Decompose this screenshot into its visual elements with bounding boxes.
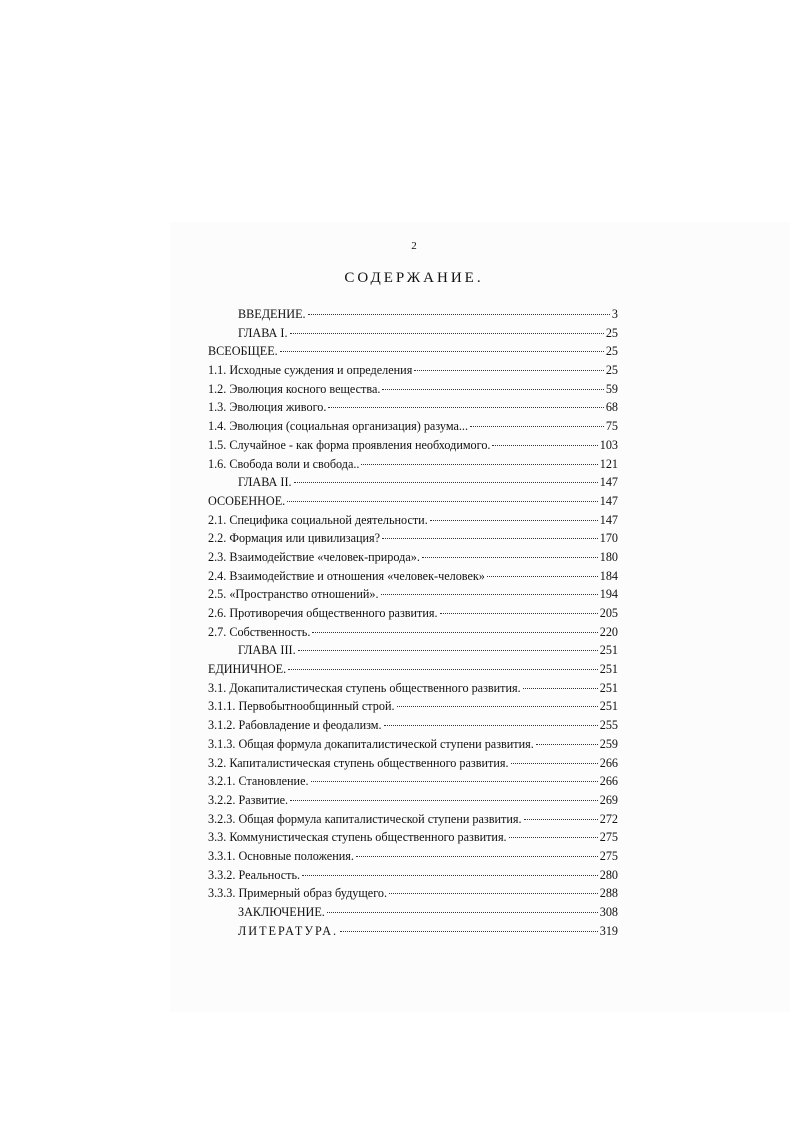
toc-entry-page: 251: [599, 680, 618, 695]
toc-entry-page: 288: [599, 886, 618, 901]
toc-entry: [208, 754, 618, 773]
toc-entry-page: 319: [599, 923, 618, 938]
toc-entry-page: 269: [599, 792, 618, 807]
toc-entry-page: 147: [599, 512, 618, 527]
toc-entry-page: 308: [599, 905, 618, 919]
toc-entry: [208, 585, 618, 604]
toc-entry-label: ВСЕОБЩЕЕ.: [208, 344, 278, 359]
toc-entry-page: 147: [599, 475, 618, 490]
toc-entry-page: 251: [599, 662, 618, 677]
toc-entry: [208, 473, 618, 492]
toc-entry: [208, 884, 618, 903]
toc-dot-leader: [422, 557, 598, 558]
toc-entry-label: 1.4. Эволюция (социальная организация) разума...: [208, 419, 469, 434]
toc-entry: [208, 417, 618, 436]
toc-entry-label: 2.3. Взаимодействие «человек-природа».: [208, 549, 420, 564]
toc-entry: [208, 604, 618, 623]
toc-dot-leader: [509, 837, 598, 838]
toc-dot-leader: [290, 333, 604, 334]
toc-dot-leader: [397, 706, 598, 707]
toc-entry-label: ЗАКЛЮЧЕНИЕ.: [238, 905, 325, 919]
toc-entry-page: 266: [599, 755, 618, 770]
toc-entry-label: 2.1. Специфика социальной деятельности.: [208, 512, 428, 527]
toc-entry: [208, 623, 618, 642]
toc-dot-leader: [308, 314, 610, 315]
toc-entry-page: 121: [599, 456, 618, 471]
toc-entry: [208, 641, 618, 660]
toc-entry: [208, 660, 618, 679]
page-number: 2: [411, 240, 417, 252]
toc-entry: [208, 828, 618, 847]
toc-dot-leader: [328, 407, 603, 408]
table-of-contents: [208, 305, 618, 940]
toc-dot-leader: [430, 520, 598, 521]
toc-dot-leader: [288, 669, 598, 670]
toc-entry: [208, 529, 618, 548]
toc-entry-label: 3.3.1. Основные положения.: [208, 848, 354, 863]
toc-entry: [208, 716, 618, 735]
toc-entry: [208, 847, 618, 866]
toc-entry-label: 3.2.3. Общая формула капиталистической ступени развития.: [208, 811, 522, 826]
toc-entry-label: 2.5. «Пространство отношений».: [208, 587, 379, 602]
toc-dot-leader: [492, 445, 597, 446]
toc-entry-page: 180: [599, 549, 618, 564]
toc-dot-leader: [382, 389, 603, 390]
toc-entry: [208, 735, 618, 754]
toc-dot-leader: [287, 501, 597, 502]
toc-entry: [208, 342, 618, 361]
toc-entry: [208, 380, 618, 399]
toc-dot-leader: [298, 650, 598, 651]
toc-entry: [208, 324, 618, 343]
toc-entry-page: 259: [599, 736, 618, 751]
toc-dot-leader: [382, 538, 598, 539]
toc-entry-label: ЕДИНИЧНОЕ.: [208, 662, 287, 677]
toc-entry-label: ГЛАВА I.: [238, 325, 288, 340]
toc-dot-leader: [414, 370, 604, 371]
toc-entry: [208, 810, 618, 829]
toc-dot-leader: [312, 632, 597, 633]
toc-dot-leader: [294, 482, 598, 483]
toc-dot-leader: [389, 893, 598, 894]
toc-entry: [208, 305, 618, 324]
toc-dot-leader: [311, 781, 598, 782]
toc-entry-page: 220: [599, 624, 618, 639]
toc-dot-leader: [487, 576, 598, 577]
toc-entry-page: 25: [605, 325, 618, 340]
toc-entry: [208, 922, 618, 941]
toc-dot-leader: [280, 351, 604, 352]
toc-entry-page: 251: [599, 699, 618, 714]
toc-entry-label: 3.1.1. Первобытнообщинный строй.: [208, 699, 395, 714]
toc-entry-page: 184: [599, 568, 618, 583]
toc-entry-label: 3.1.3. Общая формула докапиталистической ступени развития.: [208, 736, 534, 751]
toc-entry-label: 2.7. Собственность.: [208, 624, 311, 639]
toc-entry-page: 272: [599, 811, 618, 826]
toc-entry-page: 275: [599, 848, 618, 863]
toc-entry-label: ГЛАВА III.: [238, 643, 296, 658]
toc-entry-label: 3.2.1. Становление.: [208, 774, 309, 789]
toc-entry-page: 59: [605, 381, 618, 396]
toc-entry-label: 3.3.3. Примерный образ будущего.: [208, 886, 388, 901]
toc-entry-page: 251: [599, 643, 618, 658]
toc-dot-leader: [384, 725, 598, 726]
toc-dot-leader: [536, 744, 598, 745]
toc-entry-page: 103: [599, 437, 618, 452]
toc-entry-label: ГЛАВА II.: [238, 475, 292, 490]
toc-entry: [208, 697, 618, 716]
toc-entry-page: 280: [599, 867, 618, 882]
toc-entry: [208, 791, 618, 810]
toc-entry-page: 147: [599, 493, 618, 508]
toc-dot-leader: [361, 464, 597, 465]
toc-entry-page: 275: [599, 830, 618, 845]
toc-dot-leader: [302, 875, 598, 876]
toc-entry: [208, 436, 618, 455]
toc-entry-label: ОСОБЕННОЕ.: [208, 493, 286, 508]
toc-entry: [208, 772, 618, 791]
toc-entry-page: 25: [605, 363, 618, 378]
toc-entry-label: ЛИТЕРАТУРА.: [238, 923, 339, 938]
toc-dot-leader: [290, 800, 598, 801]
toc-entry-label: 1.5. Случайное - как форма проявления необходимого.: [208, 437, 491, 452]
toc-entry-label: 3.3. Коммунистическая ступень общественного развития.: [208, 830, 507, 845]
toc-entry-page: 170: [599, 531, 618, 546]
toc-entry-page: 255: [599, 718, 618, 733]
toc-entry-page: 3: [611, 307, 618, 321]
toc-entry-label: 2.4. Взаимодействие и отношения «человек-человек»: [208, 568, 485, 583]
toc-dot-leader: [523, 688, 598, 689]
toc-dot-leader: [356, 856, 598, 857]
toc-entry-label: 1.1. Исходные суждения и определения: [208, 363, 413, 378]
toc-entry: [208, 679, 618, 698]
toc-dot-leader: [340, 931, 598, 932]
toc-entry: [208, 548, 618, 567]
toc-entry: [208, 361, 618, 380]
toc-entry-page: 25: [605, 344, 618, 359]
toc-entry: [208, 455, 618, 474]
toc-entry: [208, 511, 618, 530]
toc-entry: [208, 903, 618, 922]
toc-entry-label: 3.2. Капиталистическая ступень общественного развития.: [208, 755, 509, 770]
toc-entry-label: 3.1. Докапиталистическая ступень общественного развития.: [208, 680, 521, 695]
toc-dot-leader: [470, 426, 604, 427]
toc-entry-page: 194: [599, 587, 618, 602]
toc-entry-page: 75: [605, 419, 618, 434]
toc-dot-leader: [327, 912, 598, 913]
toc-dot-leader: [524, 819, 598, 820]
toc-entry-label: 1.6. Свобода воли и свобода..: [208, 456, 360, 471]
toc-entry-page: 266: [599, 774, 618, 789]
toc-entry-label: 3.2.2. Развитие.: [208, 792, 289, 807]
toc-title: СОДЕРЖАНИЕ.: [344, 270, 484, 286]
toc-dot-leader: [440, 613, 598, 614]
toc-dot-leader: [381, 594, 598, 595]
toc-entry-label: 2.2. Формация или цивилизация?: [208, 531, 381, 546]
toc-entry-page: 205: [599, 606, 618, 620]
toc-entry-page: 68: [605, 400, 618, 415]
toc-entry: [208, 492, 618, 511]
toc-entry-label: 2.6. Противоречия общественного развития.: [208, 606, 438, 620]
toc-entry-label: ВВЕДЕНИЕ.: [238, 307, 306, 321]
toc-entry: [208, 398, 618, 417]
toc-entry-label: 3.1.2. Рабовладение и феодализм.: [208, 718, 382, 733]
toc-entry: [208, 866, 618, 885]
toc-entry-label: 1.2. Эволюция косного вещества.: [208, 381, 381, 396]
toc-entry: [208, 567, 618, 586]
toc-entry-label: 1.3. Эволюция живого.: [208, 400, 327, 415]
toc-dot-leader: [511, 763, 598, 764]
toc-entry-label: 3.3.2. Реальность.: [208, 867, 301, 882]
